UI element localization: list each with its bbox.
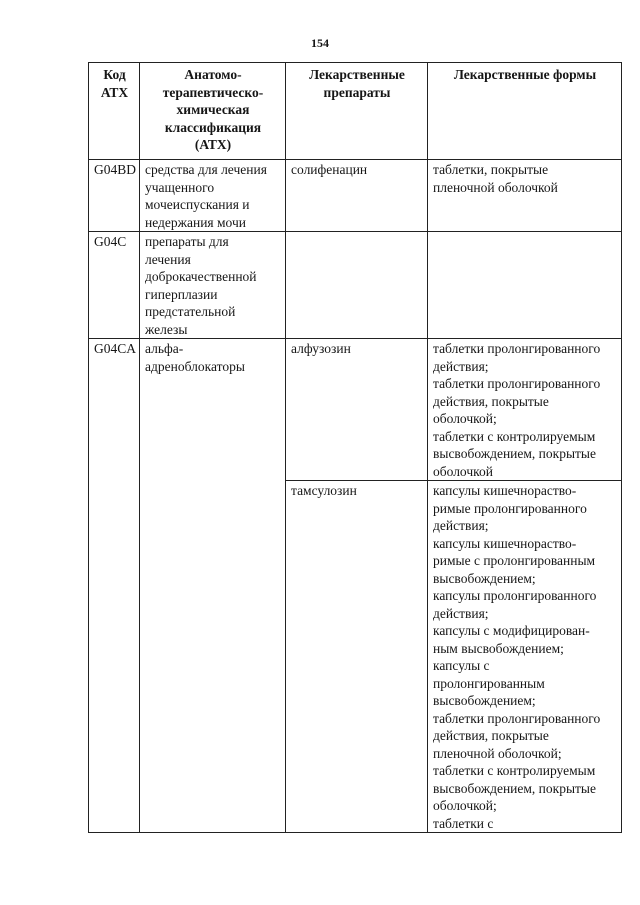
cell-drug: тамсулозин bbox=[286, 481, 428, 833]
atx-table bbox=[88, 62, 622, 833]
header-drugs: Лекарственные препараты bbox=[286, 63, 428, 160]
table-row bbox=[89, 232, 622, 339]
cell-forms: капсулы кишечнораство- римые пролонгированного действия; капсулы кишечнораство- римые с пролонгированным высвобождением; капсулы пролонгированного действия; капсулы с модифицирован- ным высвобождением; капсулы с пролонгированным высвобождением; таблетки пролонгированного действия, покрытые пленочной оболочкой; таблетки с контролируемым высвобождением, покрытые оболочкой; таблетки с bbox=[428, 481, 622, 833]
cell-classification: препараты для лечения доброкачественной гиперплазии предстательной железы bbox=[140, 232, 286, 339]
header-classification: Анатомо- терапевтическо- химическая классификация (АТХ) bbox=[140, 63, 286, 160]
table-header-row bbox=[89, 63, 622, 160]
header-code: Код АТХ bbox=[89, 63, 140, 160]
cell-drug bbox=[286, 232, 428, 339]
cell-code: G04BD bbox=[89, 160, 140, 232]
cell-classification: средства для лечения учащенного мочеиспускания и недержания мочи bbox=[140, 160, 286, 232]
table-row bbox=[89, 339, 622, 481]
cell-classification: альфа- адреноблокаторы bbox=[140, 339, 286, 833]
header-forms: Лекарственные формы bbox=[428, 63, 622, 160]
cell-drug: солифенацин bbox=[286, 160, 428, 232]
table-row bbox=[89, 160, 622, 232]
cell-forms: таблетки пролонгированного действия; таблетки пролонгированного действия, покрытые оболочкой; таблетки с контролируемым высвобождением, покрытые оболочкой bbox=[428, 339, 622, 481]
cell-code: G04CA bbox=[89, 339, 140, 833]
cell-forms: таблетки, покрытые пленочной оболочкой bbox=[428, 160, 622, 232]
cell-forms bbox=[428, 232, 622, 339]
cell-drug: алфузозин bbox=[286, 339, 428, 481]
cell-code: G04C bbox=[89, 232, 140, 339]
page-number: 154 bbox=[311, 36, 329, 50]
